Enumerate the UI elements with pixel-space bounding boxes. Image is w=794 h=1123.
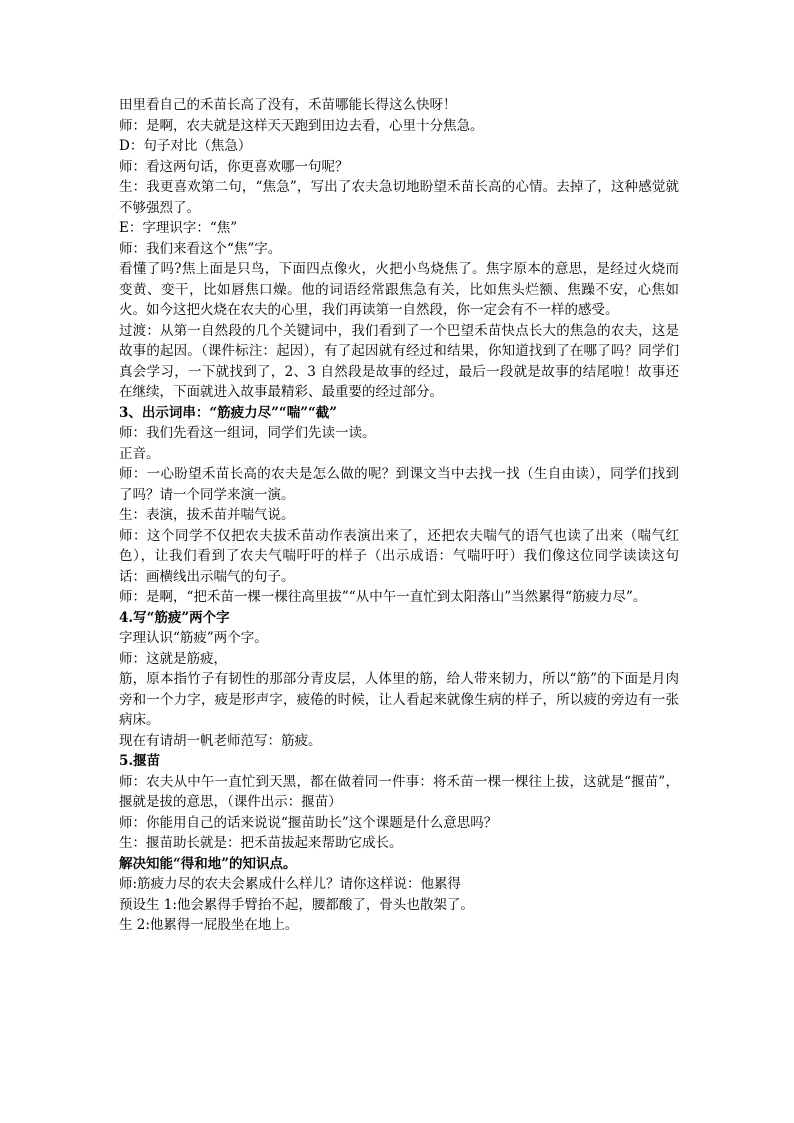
document-page [119, 95, 679, 936]
text-line: 现在有请胡一帆老师范写：筋疲。 [119, 732, 322, 749]
section-heading: 3、出示词串：“筋疲力尽”“喘”“截” [119, 404, 337, 421]
text-line: 师:筋疲力尽的农夫会累成什么样儿？请你这样说：他累得 [119, 876, 462, 892]
section-heading: 4.写“筋疲”两个字 [119, 609, 230, 626]
text-line: 田里看自己的禾苗长高了没有，禾苗哪能长得这么快呀！ [119, 97, 457, 113]
text-line: 正音。 [119, 445, 160, 462]
text-paragraph: 看懂了吗?焦上面是只鸟，下面四点像火，火把小鸟烧焦了。焦字原本的意思，是经过火烧而变黄、变干，比如唇焦口燥。他的词语经常跟焦急有关，比如焦头烂额、焦躁不安，心焦如火。如今这把火烧在农夫的心里，我们再读第一自然段，你一定会有不一样的感受。 [119, 261, 679, 318]
text-line: 生：揠苗助长就是：把禾苗拔起来帮助它成长。 [119, 835, 403, 851]
section-heading: 解决知能“得和地”的知识点。 [119, 855, 297, 872]
text-line: 预设生 1:他会累得手臂抬不起，腰都酸了，骨头也散架了。 [119, 896, 474, 913]
text-line: 师：是啊，农夫就是这样天天跑到田边去看，心里十分焦急。 [119, 117, 484, 134]
text-line: 师：我们先看这一组词，同学们先读一读。 [119, 425, 376, 441]
text-line: 生 2:他累得一屁股坐在地上。 [119, 917, 299, 933]
text-paragraph: 生：我更喜欢第二句，“焦急”，写出了农夫急切地盼望禾苗长高的心情。去掉了，这种感觉就不够强烈了。 [119, 179, 679, 216]
text-line: D：句子对比（焦急） [119, 138, 252, 154]
text-line: 师：你能用自己的话来说说“揠苗助长”这个课题是什么意思吗？ [119, 814, 498, 831]
text-paragraph: 师：这个同学不仅把农夫拔禾苗动作表演出来了，还把农夫喘气的语气也读了出来（喘气红色），让我们看到了农夫气喘吁吁的样子（出示成语：气喘吁吁）我们像这位同学读读这句话：画横线出示喘气的句子。 [119, 527, 679, 585]
section-heading: 5.揠苗 [119, 753, 161, 769]
text-paragraph: 师：是啊，“把禾苗一棵一棵往高里拔”“从中午一直忙到太阳落山”当然累得“筋疲力尽”。 [119, 589, 647, 605]
text-line: 师：看这两句话，你更喜欢哪一句呢？ [119, 158, 349, 175]
text-paragraph: 筋，原本指竹子有韧性的那部分青皮层，人体里的筋，给人带来韧力，所以“筋”的下面是月肉旁和一个力字，疲是形声字，疲倦的时候，让人看起来就像生病的样子，所以疲的旁边有一张病床。 [119, 671, 679, 728]
transition-paragraph: 过渡：从第一自然段的几个关键词中，我们看到了一个巴望禾苗快点长大的焦急的农夫，这是故事的起因。（课件标注：起因），有了起因就有经过和结果，你知道找到了在哪了吗？同学们真会学习，一下就找到了，2、3 自然段是故事的经过，最后一段就是故事的结尾啦！故事还在继续，下面就进入故事最精彩、最重要的经过部分。 [119, 322, 679, 400]
text-line: 生：表演，拔禾苗并喘气说。 [119, 507, 295, 523]
text-line: 师：这就是筋疲， [119, 650, 227, 667]
text-line: E：字理识字：“焦” [119, 220, 238, 236]
text-paragraph: 师：农夫从中午一直忙到天黑，都在做着同一件事：将禾苗一棵一棵往上拔，这就是“揠苗”，揠就是拔的意思，（课件出示：揠苗） [119, 773, 679, 810]
text-paragraph: 师：一心盼望禾苗长高的农夫是怎么做的呢？到课文当中去找一找（生自由读），同学们找到了吗？请一个同学来演一演。 [119, 466, 679, 503]
text-line: 字理认识“筋疲”两个字。 [119, 630, 268, 646]
text-line: 师：我们来看这个“焦”字。 [119, 240, 282, 257]
